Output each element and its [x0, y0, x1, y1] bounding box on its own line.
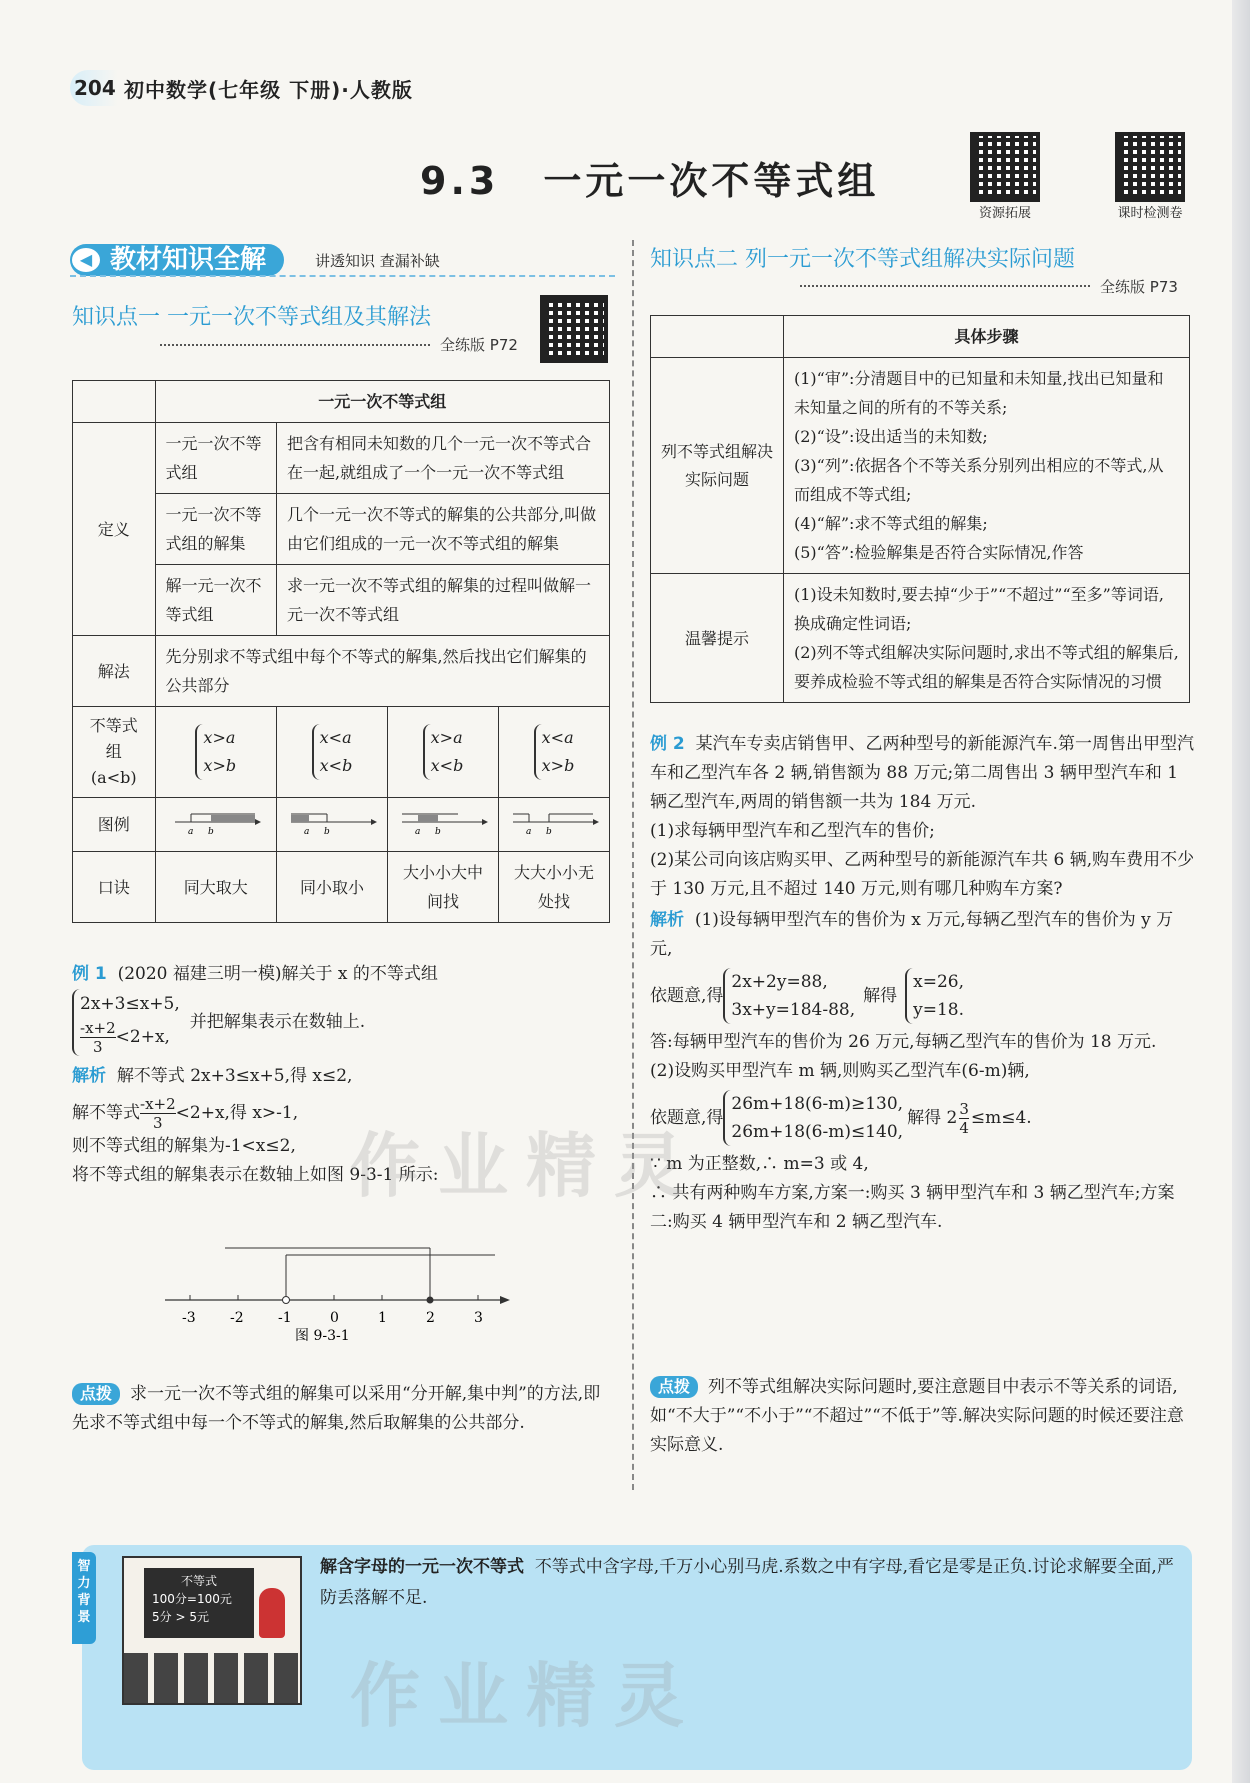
- def-desc: 求一元一次不等式组的解集的过程叫做解一元一次不等式组: [277, 565, 610, 636]
- fraction: [959, 1100, 969, 1137]
- equation-line: y=18.: [913, 1000, 965, 1020]
- def-desc: 几个一元一次不等式的解集的公共部分,叫做由它们组成的一元一次不等式组的解集: [277, 494, 610, 565]
- solution-label: 解析: [650, 910, 684, 930]
- step-line: (4)“解”:求不等式组的解集;: [794, 514, 988, 533]
- solution-line: 将不等式组的解集表示在数轴上如图 9-3-1 所示:: [72, 1165, 439, 1185]
- solution-line: 依题意,得: [650, 985, 724, 1006]
- number-line-chart: [165, 1240, 515, 1345]
- tick-label: 1: [378, 1310, 387, 1326]
- kp1-title: 知识点一 一元一次不等式组及其解法: [72, 305, 431, 330]
- step-line: (3)“列”:依据各个不等关系分别列出相应的不等式,从而组成不等式组;: [794, 456, 1164, 504]
- example-2: [650, 730, 1195, 1237]
- system-cell: [499, 707, 610, 798]
- tip-line: (2)列不等式组解决实际问题时,求出不等式组的解集后,要养成检验不等式组的解集是否符合实际情况的习惯: [794, 643, 1179, 691]
- question-2: (2)某公司向该店购买甲、乙两种型号的新能源汽车共 6 辆,购车费用不少于 130 万元,且不超过 140 万元,则有哪几种购车方案?: [650, 850, 1195, 899]
- students-figure: [124, 1653, 300, 1703]
- book-title: 初中数学(七年级 下册)·人教版: [124, 78, 413, 102]
- system-line: x<b: [319, 756, 353, 775]
- system-condition: (a<b): [90, 768, 137, 787]
- axis-label-a: a: [526, 827, 532, 836]
- inequality-system: [72, 989, 180, 1056]
- board-title: 不等式: [180, 1574, 217, 1588]
- figure-caption: 图 9-3-1: [295, 1328, 350, 1344]
- axis-label-b: b: [546, 827, 552, 836]
- side-tab: 智力背景: [72, 1552, 96, 1644]
- solution-line: ≤m≤4.: [970, 1107, 1032, 1128]
- def-term: 一元一次不等式组的解集: [155, 494, 276, 565]
- kp2-title: 知识点二 列一元一次不等式组解决实际问题: [650, 247, 1075, 272]
- qr-code-icon: [970, 132, 1040, 202]
- tip-badge: 点拨: [650, 1376, 698, 1398]
- solution-line: ∴ 共有两种购车方案,方案一:购买 3 辆甲型汽车和 3 辆乙型汽车;方案二:购买 4 辆甲型汽车和 2 辆乙型汽车.: [650, 1183, 1175, 1232]
- example-instruction: 并把解集表示在数轴上.: [189, 1012, 366, 1032]
- system-line: x<b: [430, 756, 464, 775]
- def-label: 定义: [73, 423, 156, 636]
- fraction-numerator: -x+2: [80, 1019, 116, 1037]
- fraction-denominator: 3: [93, 1038, 103, 1056]
- fraction-numerator: -x+2: [140, 1095, 176, 1113]
- chapter-number: 9.3: [420, 159, 500, 203]
- inequality-system: [723, 1090, 903, 1146]
- equation-line: 2x+2y=88,: [731, 972, 828, 992]
- axis-label-b: b: [435, 827, 441, 836]
- tick-label: 0: [330, 1310, 339, 1326]
- axis-arrow: [500, 1296, 510, 1304]
- teacher-figure: [259, 1588, 285, 1638]
- tip-1: [72, 1380, 617, 1438]
- qr-code-icon: [1115, 132, 1185, 202]
- tick-label: 2: [426, 1310, 435, 1326]
- background-body: 不等式中含字母,千万小心别马虎.系数之中有字母,看它是零是正负.讨论求解要全面,严防丢落解不足.: [320, 1557, 1174, 1608]
- system-line: x<a: [541, 728, 574, 747]
- kp1-ref: 全练版 P72: [440, 336, 518, 354]
- def-desc: 把含有相同未知数的几个一元一次不等式合在一起,就组成了一个一元一次不等式组: [277, 423, 610, 494]
- solution-line: 解不等式 2x+3≤x+5,得 x≤2,: [116, 1066, 353, 1086]
- tick-label: -2: [230, 1310, 244, 1326]
- rhyme: 同小取小: [277, 852, 388, 923]
- table-header: 一元一次不等式组: [155, 381, 609, 423]
- page-edge: [1232, 0, 1250, 1783]
- rhyme: 大小小大中间找: [388, 852, 499, 923]
- example-source: (2020 福建三明一模)解关于 x 的不等式组: [117, 964, 438, 984]
- chapter-name: 一元一次不等式组: [543, 159, 880, 203]
- question-1: (1)求每辆甲型汽车和乙型汽车的售价;: [650, 821, 935, 841]
- qr-caption: 资源拓展: [978, 206, 1031, 221]
- qr-block-2[interactable]: [1105, 132, 1195, 221]
- speaker-icon: ◀: [72, 248, 100, 272]
- axis-label-a: a: [415, 827, 421, 836]
- number-line-axis: [165, 1248, 510, 1326]
- system-cell: [155, 707, 276, 798]
- banner-subtitle: 讲透知识 查漏补缺: [315, 252, 440, 270]
- solution-label: 解析: [72, 1066, 106, 1086]
- axis-label-a: a: [187, 827, 194, 836]
- system-label: [73, 707, 156, 798]
- system-label-text: 不等式组: [89, 716, 138, 761]
- fraction: [140, 1095, 176, 1132]
- row-label: 温馨提示: [651, 574, 784, 703]
- example-text: 某汽车专卖店销售甲、乙两种型号的新能源汽车.第一周售出甲型汽车和乙型汽车各 2 辆,销售额为 88 万元;第二周售出 3 辆甲型汽车和 1 辆乙型汽车,两周的销售额一共为 184 万元.: [650, 734, 1194, 812]
- def-term: 一元一次不等式组: [155, 423, 276, 494]
- axis-label-b: b: [207, 827, 214, 836]
- def-term: 解一元一次不等式组: [155, 565, 276, 636]
- inequality-line: 26m+18(6-m)≤140,: [731, 1122, 904, 1142]
- system-line: x>b: [541, 756, 575, 775]
- system-line: x<a: [319, 728, 352, 747]
- tip-2: [650, 1373, 1195, 1460]
- method-label: 解法: [73, 636, 156, 707]
- solution-line: 依题意,得: [650, 1107, 724, 1128]
- step-line: (2)“设”:设出适当的未知数;: [794, 427, 988, 446]
- solution-line: 答:每辆甲型汽车的售价为 26 万元,每辆乙型汽车的售价为 18 万元.: [650, 1032, 1157, 1052]
- chapter-title: [420, 150, 879, 205]
- tick-label: -1: [278, 1310, 292, 1326]
- solution-line: 解不等式: [72, 1103, 140, 1123]
- page-number: 204: [70, 70, 118, 106]
- solution-line: (1)设每辆甲型汽车的售价为 x 万元,每辆乙型汽车的售价为 y 万元,: [650, 910, 1174, 959]
- fraction: [80, 1019, 116, 1056]
- inequality-line: <2+x,: [115, 1027, 170, 1047]
- inequality-line: 2x+3≤x+5,: [80, 994, 180, 1014]
- background-text: [320, 1552, 1180, 1614]
- board-line: 5分 > 5元: [152, 1610, 209, 1624]
- section-banner: 教材知识全解: [70, 244, 284, 276]
- row-label: 列不等式组解决实际问题: [651, 358, 784, 574]
- qr-caption: 课时检测卷: [1117, 206, 1183, 221]
- fraction-denominator: 4: [959, 1118, 969, 1137]
- qr-code-icon[interactable]: [540, 295, 608, 363]
- axis-label-a: a: [304, 827, 310, 836]
- column-divider: [632, 240, 634, 1490]
- system-line: x>a: [430, 728, 463, 747]
- tip-badge: 点拨: [72, 1383, 120, 1405]
- closed-endpoint: [427, 1297, 434, 1304]
- cartoon-illustration: [122, 1556, 302, 1705]
- steps-cell: [784, 358, 1190, 574]
- solution-line: <2+x,得 x>-1,: [175, 1103, 299, 1123]
- solution-line: 解得 2: [907, 1107, 958, 1128]
- board-line: 100分=100元: [152, 1592, 232, 1606]
- tick-label: 3: [474, 1310, 483, 1326]
- tip-line: (1)设未知数时,要去掉“少于”“不超过”“至多”等词语,换成确定性词语;: [794, 585, 1164, 633]
- blackboard: [144, 1568, 254, 1638]
- solution-line: 解得: [863, 985, 898, 1006]
- example-label: 例 1: [72, 964, 107, 984]
- rhyme-label: 口诀: [73, 852, 156, 923]
- tips-cell: [784, 574, 1190, 703]
- tip-text: 求一元一次不等式组的解集可以采用“分开解,集中判”的方法,即先求不等式组中每一个不等式的解集,然后取解集的公共部分.: [72, 1384, 601, 1433]
- system-cell: [388, 707, 499, 798]
- method-text: 先分别求不等式组中每个不等式的解集,然后找出它们解集的公共部分: [155, 636, 609, 707]
- fraction-denominator: 3: [153, 1114, 163, 1132]
- step-line: (5)“答”:检验解集是否符合实际情况,作答: [794, 543, 1084, 562]
- watermark: 作业精灵: [350, 1124, 702, 1207]
- knowledge-table-1: [72, 380, 610, 923]
- divider: [160, 344, 430, 346]
- divider: [70, 275, 615, 277]
- fraction-numerator: 3: [959, 1099, 969, 1118]
- step-line: (1)“审”:分清题目中的已知量和未知量,找出已知量和未知量之间的所有的不等关系;: [794, 369, 1164, 417]
- equation-system: [723, 968, 855, 1024]
- knowledge-table-2: [650, 315, 1190, 703]
- figure-label: 图例: [73, 798, 156, 852]
- system-line: x>a: [203, 728, 236, 747]
- number-line-figure: [388, 798, 499, 852]
- table-header: 具体步骤: [784, 316, 1190, 358]
- number-line-figure: [277, 798, 388, 852]
- axis-label-b: b: [324, 827, 330, 836]
- system-line: x>b: [203, 756, 237, 775]
- solution-line: ∵ m 为正整数,∴ m=3 或 4,: [650, 1154, 869, 1174]
- system-cell: [277, 707, 388, 798]
- inequality-line: 26m+18(6-m)≥130,: [731, 1094, 904, 1114]
- kp2-ref: 全练版 P73: [1100, 278, 1178, 296]
- solution-line: 则不等式组的解集为-1<x≤2,: [72, 1136, 296, 1156]
- equation-line: 3x+y=184-88,: [731, 1000, 856, 1020]
- equation-line: x=26,: [913, 972, 965, 992]
- tick-label: -3: [182, 1310, 196, 1326]
- rhyme: 同大取大: [155, 852, 276, 923]
- background-title: 解含字母的一元一次不等式: [320, 1557, 524, 1577]
- rhyme: 大大小小无处找: [499, 852, 610, 923]
- tip-text: 列不等式组解决实际问题时,要注意题目中表示不等关系的词语,如“不大于”“不小于”“不超过”“不低于”等.解决实际问题的时候还要注意实际意义.: [650, 1377, 1184, 1455]
- solution-line: (2)设购买甲型汽车 m 辆,则购买乙型汽车(6-m)辆,: [650, 1061, 1030, 1081]
- example-label: 例 2: [650, 734, 685, 754]
- open-endpoint: [283, 1297, 290, 1304]
- divider: [800, 285, 1090, 287]
- equation-result: [905, 968, 964, 1024]
- qr-block-1[interactable]: [960, 132, 1050, 221]
- watermark: 作业精灵: [350, 1654, 702, 1737]
- number-line-figure: [155, 798, 276, 852]
- number-line-figure: [499, 798, 610, 852]
